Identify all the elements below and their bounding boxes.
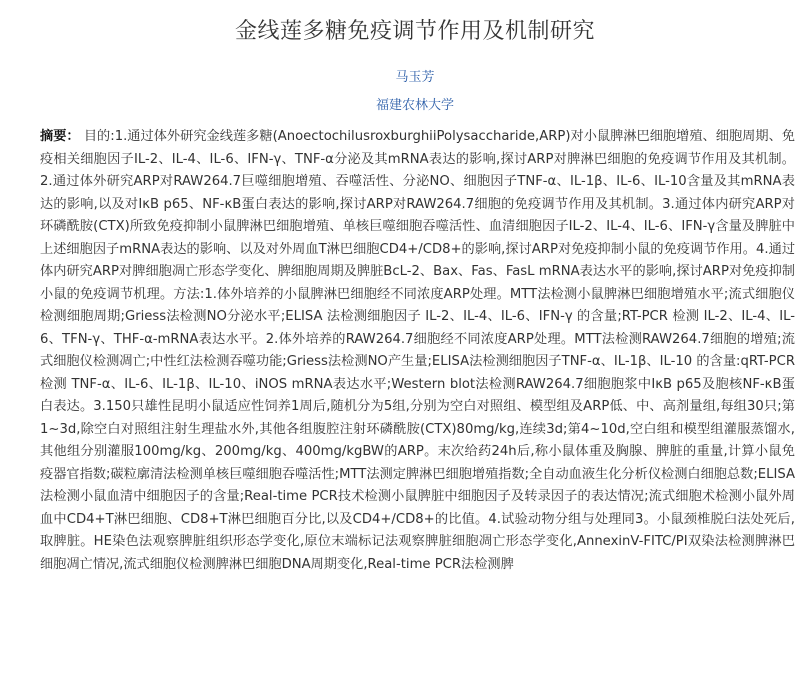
author-link[interactable]: 马玉芳 [395, 70, 435, 85]
paper-title: 金线莲多糖免疫调节作用及机制研究 [234, 19, 595, 44]
abstract [40, 126, 795, 576]
abstract-label: 摘要： [40, 129, 80, 144]
abstract-text: 目的:1.通过体外研究金线莲多糖(AnoectochilusroxburghiiPolysaccharide,ARP)对小鼠脾淋巴细胞增殖、细胞周期、免疫相关细胞因子IL-2、IL-4、IL-6、IFN-γ、TNF-α分泌及其mRNA表达的影响,探讨ARP对脾淋巴细胞的免疫调节作用及其机制。2.通过体外研究ARP对RAW264.7巨噬细胞增殖、吞噬活性、分泌NO、细胞因子TNF-α、IL-1β、IL-6、IL-10含量及其mRNA表达的影响,以及对IκB p65、NF-κB蛋白表达的影响,探讨ARP对RAW264.7细胞的免疫调节作用及其机制。3.通过体内研究ARP对环磷酰胺(CTX)所致免疫抑制小鼠脾淋巴细胞增殖、单核巨噬细胞吞噬活性、血清细胞因子IL-2、IL-4、IL-6、IFN-γ含量及脾脏中上述细胞因子mRNA表达的影响、以及对外周血T淋巴细胞CD4+/CD8+的影响,探讨ARP对免疫抑制小鼠的免疫调节作用。4.通过体内研究ARP对脾细胞凋亡形态学变化、脾细胞周期及脾脏BcL-2、Bax、Fas、FasL mRNA表达水平的影响,探讨ARP对免疫抑制小鼠的免疫调节机理。方法:1.体外培养的小鼠脾淋巴细胞经不同浓度ARP处理。MTT法检测小鼠脾淋巴细胞增殖水平;流式细胞仪检测细胞周期;Griess法检测NO分泌水平;ELISA 法检测细胞因子 IL-2、IL-4、IL-6、IFN-γ 的含量;RT-PCR 检测 IL-2、IL-4、IL-6、TFN-γ、THF-α-mRNA表达水平。2.体外培养的RAW264.7细胞经不同浓度ARP处理。MTT法检测RAW264.7细胞的增殖;流式细胞仪检测凋亡;中性红法检测吞噬功能;Griess法检测NO产生量;ELISA法检测细胞因子TNF-α、IL-1β、IL-10 的含量:qRT-PCR 检测 TNF-α、IL-6、IL-1β、IL-10、iNOS mRNA表达水平;Western blot法检测RAW264.7细胞胞浆中IκB p65及胞核NF-κB蛋白表达。3.150只雄性昆明小鼠适应性饲养1周后,随机分为5组,分别为空白对照组、模型组及ARP低、中、高剂量组,每组30只;第1~3d,除空白对照组注射生理盐水外,其他各组腹腔注射环磷酰胺(CTX)80mg/kg,连续3d;第4~10d,空白组和模型组灌服蒸馏水,其他组分别灌服100mg/kg、200mg/kg、400mg/kgBW的ARP。末次给药24h后,称小鼠体重及胸腺、脾脏的重量,计算小鼠免疫器官指数;碳粒廓清法检测单核巨噬细胞吞噬活性;MTT法测定脾淋巴细胞增殖指数;全自动血液生化分析仪检测白细胞总数;ELISA法检测小鼠血清中细胞因子的含量;Real-time PCR技术检测小鼠脾脏中细胞因子及转录因子的表达情况;流式细胞术检测小鼠外周血中CD4+T淋巴细胞、CD8+T淋巴细胞百分比,以及CD4+/CD8+的比值。4.试验动物分组与处理同3。小鼠颈椎脱臼法处死后,取脾脏。HE染色法观察脾脏组织形态学变化,原位末端标记法观察脾脏细胞凋亡形态学变化,AnnexinV-FITC/PI双染法检测脾淋巴细胞凋亡情况,流式细胞仪检测脾淋巴细胞DNA周期变化,Real-time PCR法检测脾 [40, 129, 795, 572]
affiliation-link[interactable]: 福建农林大学 [375, 98, 454, 113]
